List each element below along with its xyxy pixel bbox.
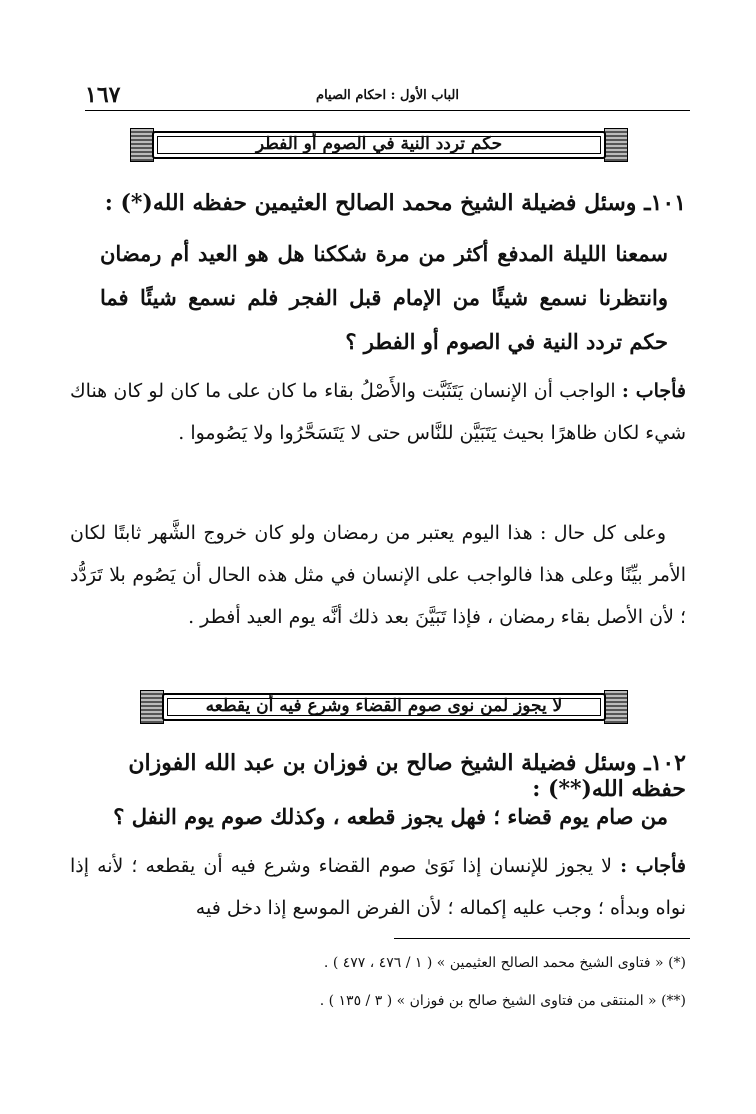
running-title: الباب الأول : احكام الصيام	[316, 88, 459, 103]
question-heading-101: ١٠١ـ وسئل فضيلة الشيخ محمد الصالح العثيمين حفظه الله(*) :	[104, 190, 686, 216]
answer-text: الواجب أن الإنسان يَتَثَبَّت والأَصْلُ بقاء ما كان على ما كان لو كان هناك شيء لكان ظاهرًا بحيث يَتَبَيَّن للنَّاس حتى لا يَتَسَحَّرُوا ولا يَصُوموا .	[70, 380, 686, 444]
answer-paragraph-102-1	[70, 845, 686, 929]
footnote-rule	[394, 938, 690, 939]
section-title-2: لا يجوز لمن نوى صوم القضاء وشرع فيه أن يقطعه	[205, 696, 563, 716]
question-text-101: سمعنا الليلة المدفع أكثر من مرة شككنا هل هو العيد أم رمضان وانتظرنا نسمع شيئًا من الإمام قبل الفجر فلم نسمع شيئًا فما حكم تردد النية في الصوم أو الفطر ؟	[100, 241, 668, 354]
section-title-box-1	[130, 128, 628, 162]
question-heading-102: ١٠٢ـ وسئل فضيلة الشيخ صالح بن فوزان بن عبد الله الفوزان حفظه الله(**) :	[128, 750, 686, 802]
footnote-2: (**) « المنتقى من فتاوى الشيخ صالح بن فوزان » ( ٣ / ١٣٥ ) .	[319, 993, 686, 1009]
question-text-102: من صام يوم قضاء ؛ فهل يجوز قطعه ، وكذلك صوم يوم النفل ؟	[113, 804, 668, 829]
page-number: ١٦٧	[85, 82, 121, 108]
answer-text: لا يجوز للإنسان إذا نَوَىٰ صوم القضاء وشرع فيه أن يقطعه ؛ لأنه إذا نواه وبدأه ؛ وجب عليه إكماله ؛ لأن الفرض الموسع إذا دخل فيه	[70, 855, 686, 919]
header-rule	[85, 110, 690, 111]
footnote-1: (*) « فتاوى الشيخ محمد الصالح العثيمين » ( ١ / ٤٧٦ ، ٤٧٧ ) .	[323, 955, 686, 971]
answer-paragraph-101-1	[70, 370, 686, 454]
page-header	[85, 82, 690, 108]
section-title-1: حكم تردد النية في الصوم أو الفطر	[255, 134, 503, 154]
answer-label: فأجاب :	[621, 380, 687, 402]
answer-paragraph-101-2: وعلى كل حال : هذا اليوم يعتبر من رمضان ولو كان خروج الشَّهر ثابتًا لكان الأمر بيِّنًا وعلى هذا فالواجب على الإنسان في مثل هذه الحال أن يَصُوم بلا تَرَدُّد ؛ لأن الأصل بقاء رمضان ، فإذا تَبَيَّنَ بعد ذلك أنَّه يوم العيد أفطر .	[70, 522, 686, 628]
answer-label: فأجاب :	[620, 855, 686, 877]
section-title-box-2	[140, 690, 628, 724]
